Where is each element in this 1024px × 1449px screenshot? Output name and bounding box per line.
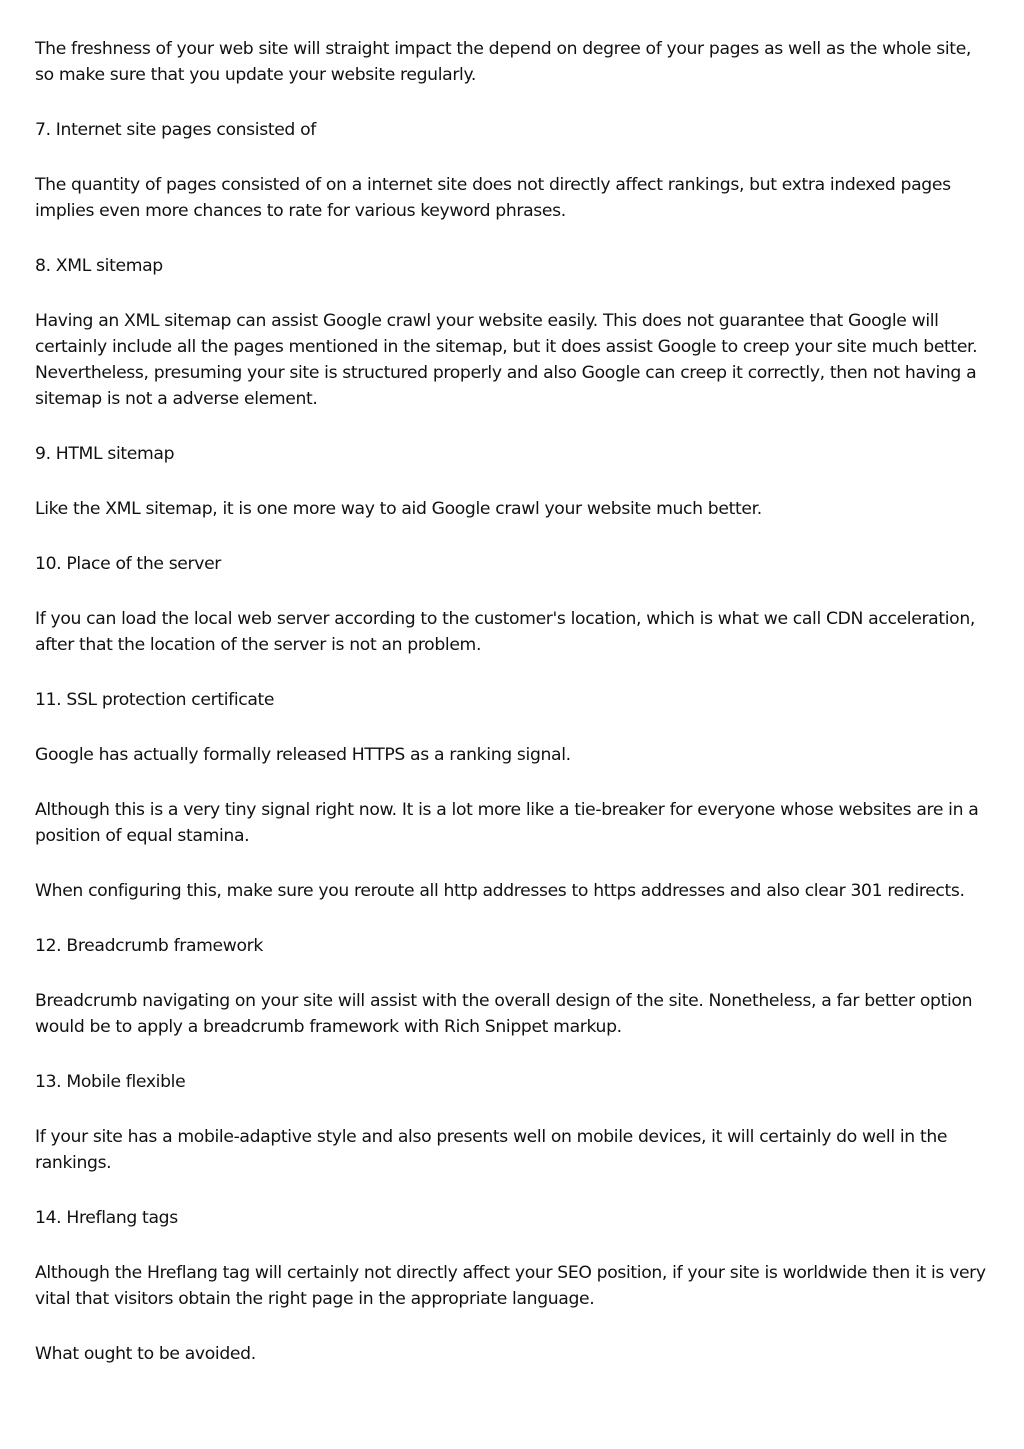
paragraph-avoided: What ought to be avoided. [35, 1344, 256, 1364]
heading-xml-sitemap: 8. XML sitemap [35, 256, 163, 276]
paragraph-freshness: The freshness of your web site will straight impact the depend on degree of your pages as well as the whole site, so make sure that you update your website regularly. [35, 39, 972, 85]
heading-pages-included: 7. Internet site pages consisted of [35, 120, 316, 140]
paragraph-https-signal: Google has actually formally released HTTPS as a ranking signal. [35, 745, 571, 765]
paragraph-breadcrumb: Breadcrumb navigating on your site will assist with the overall design of the site. Nonetheless, a far better option would be to apply a breadcrumb framework with Rich Snippet markup. [35, 991, 973, 1037]
paragraph-tie-breaker: Although this is a very tiny signal right now. It is a lot more like a tie-breaker for everyone whose websites are in a position of equal stamina. [35, 800, 979, 846]
heading-html-sitemap: 9. HTML sitemap [35, 444, 175, 464]
heading-hreflang: 14. Hreflang tags [35, 1208, 178, 1228]
heading-server-location: 10. Place of the server [35, 554, 222, 574]
paragraph-mobile: If your site has a mobile-adaptive style and also presents well on mobile devices, it will certainly do well in the rankings. [35, 1127, 948, 1173]
document-body [35, 36, 990, 1396]
heading-mobile: 13. Mobile flexible [35, 1072, 186, 1092]
paragraph-server-location: If you can load the local web server according to the customer's location, which is what we call CDN acceleration, after that the location of the server is not an problem. [35, 609, 975, 655]
heading-ssl-certificate: 11. SSL protection certificate [35, 690, 275, 710]
paragraph-xml-sitemap: Having an XML sitemap can assist Google crawl your website easily. This does not guarantee that Google will certainly include all the pages mentioned in the sitemap, but it does assist Google to creep your site much better. Nevertheless, presuming your site is structured properly and also Google can creep it correctly, then not having a sitemap is not a adverse element. [35, 311, 978, 409]
paragraph-html-sitemap: Like the XML sitemap, it is one more way to aid Google crawl your website much better. [35, 499, 762, 519]
paragraph-pages-included: The quantity of pages consisted of on a internet site does not directly affect rankings, but extra indexed pages implies even more chances to rate for various keyword phrases. [35, 175, 951, 221]
paragraph-redirects: When configuring this, make sure you reroute all http addresses to https addresses and also clear 301 redirects. [35, 881, 965, 901]
heading-breadcrumb: 12. Breadcrumb framework [35, 936, 263, 956]
paragraph-hreflang: Although the Hreflang tag will certainly not directly affect your SEO position, if your site is worldwide then it is very vital that visitors obtain the right page in the appropriate language. [35, 1263, 986, 1309]
